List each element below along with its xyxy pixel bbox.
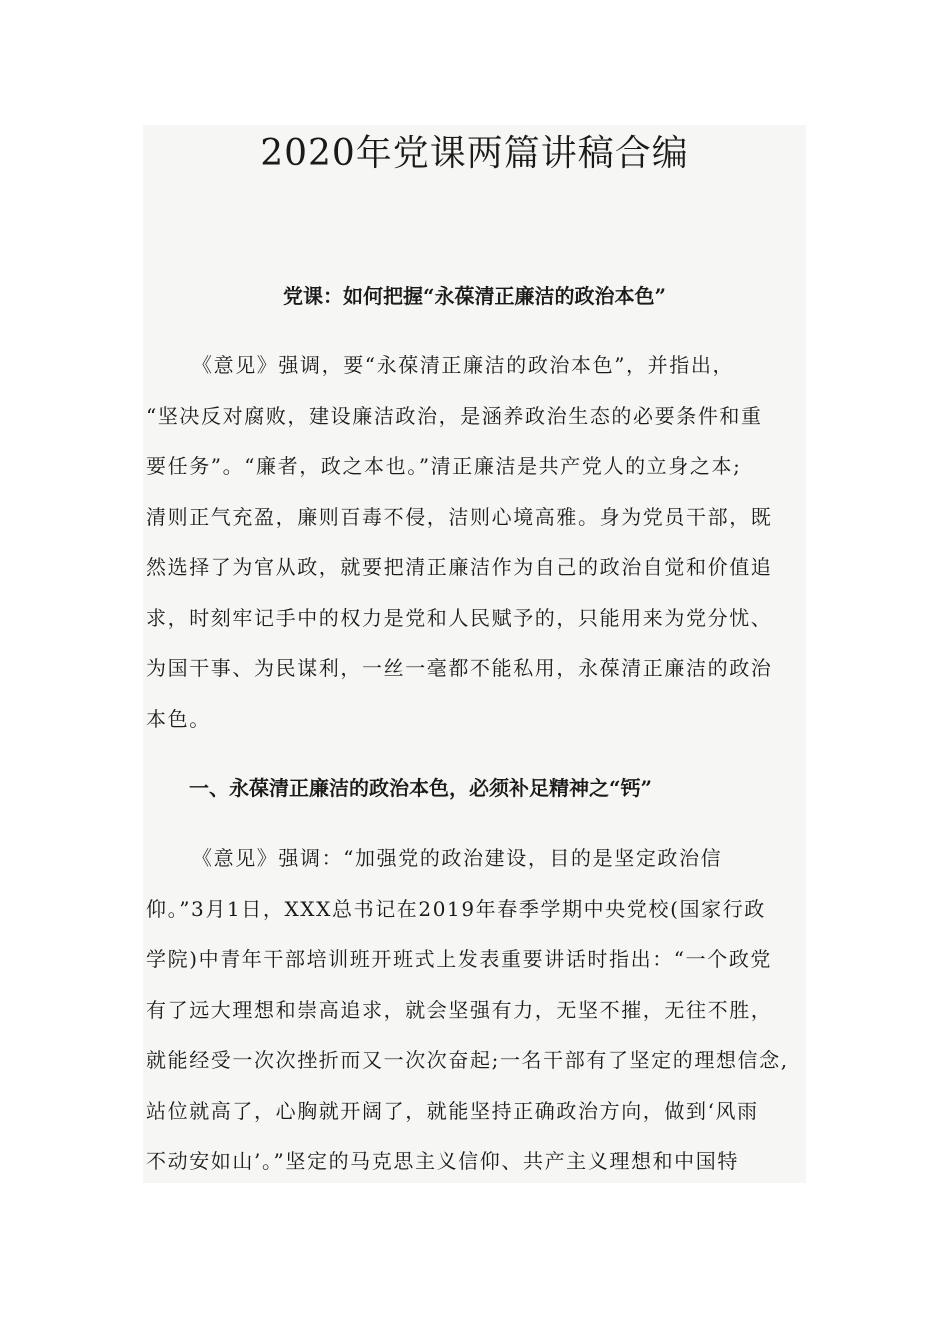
paragraph-line: 本色。 <box>146 706 211 731</box>
paragraph-1 <box>146 350 816 754</box>
paragraph-line: 要任务”。“廉者，政之本也。”清正廉洁是共产党人的立身之本; <box>146 454 742 478</box>
paragraph-line: 就能经受一次次挫折而又一次次奋起;一名干部有了坚定的理想信念, <box>146 1048 789 1072</box>
paragraph-line: 站位就高了，心胸就开阔了，就能坚持正确政治方向，做到‘风雨 <box>146 1098 759 1123</box>
paragraph-2 <box>146 843 816 1197</box>
paragraph-line: 清则正气充盈，廉则百毒不侵，洁则心境高雅。身为党员干部，既 <box>146 504 773 529</box>
paragraph-line: 为国干事、为民谋利，一丝一毫都不能私用，永葆清正廉洁的政治 <box>146 656 773 680</box>
paragraph-line: 仰。”3月1日，XXX总书记在2019年春季学期中央党校(国家行政 <box>146 896 766 921</box>
paragraph-line: 学院)中青年干部培训班开班式上发表重要讲话时指出：“一个政党 <box>146 947 773 971</box>
paragraph-line: 不动安如山’。”坚定的马克思主义信仰、共产主义理想和中国特 <box>146 1149 739 1173</box>
paragraph-line: 《意见》强调，要“永葆清正廉洁的政治本色”，并指出， <box>192 353 735 377</box>
subheading-1: 一、永葆清正廉洁的政治本色，必须补足精神之“钙” <box>189 776 653 800</box>
paragraph-line: 《意见》强调：“加强党的政治建设，目的是坚定政治信 <box>192 846 723 870</box>
paragraph-line: 然选择了为官从政，就要把清正廉洁作为自己的政治自觉和价值追 <box>146 555 773 579</box>
paragraph-line: 有了远大理想和崇高追求，就会坚强有力，无坚不摧，无往不胜， <box>146 997 773 1022</box>
paragraph-line: “坚决反对腐败，建设廉洁政治，是涵养政治生态的必要条件和重 <box>146 403 763 428</box>
paragraph-line: 求，时刻牢记手中的权力是党和人民赋予的，只能用来为党分忧、 <box>146 605 773 630</box>
document-title: 2020年党课两篇讲稿合编 <box>260 133 689 174</box>
section-heading: 党课：如何把握“永葆清正廉洁的政治本色” <box>282 284 666 308</box>
